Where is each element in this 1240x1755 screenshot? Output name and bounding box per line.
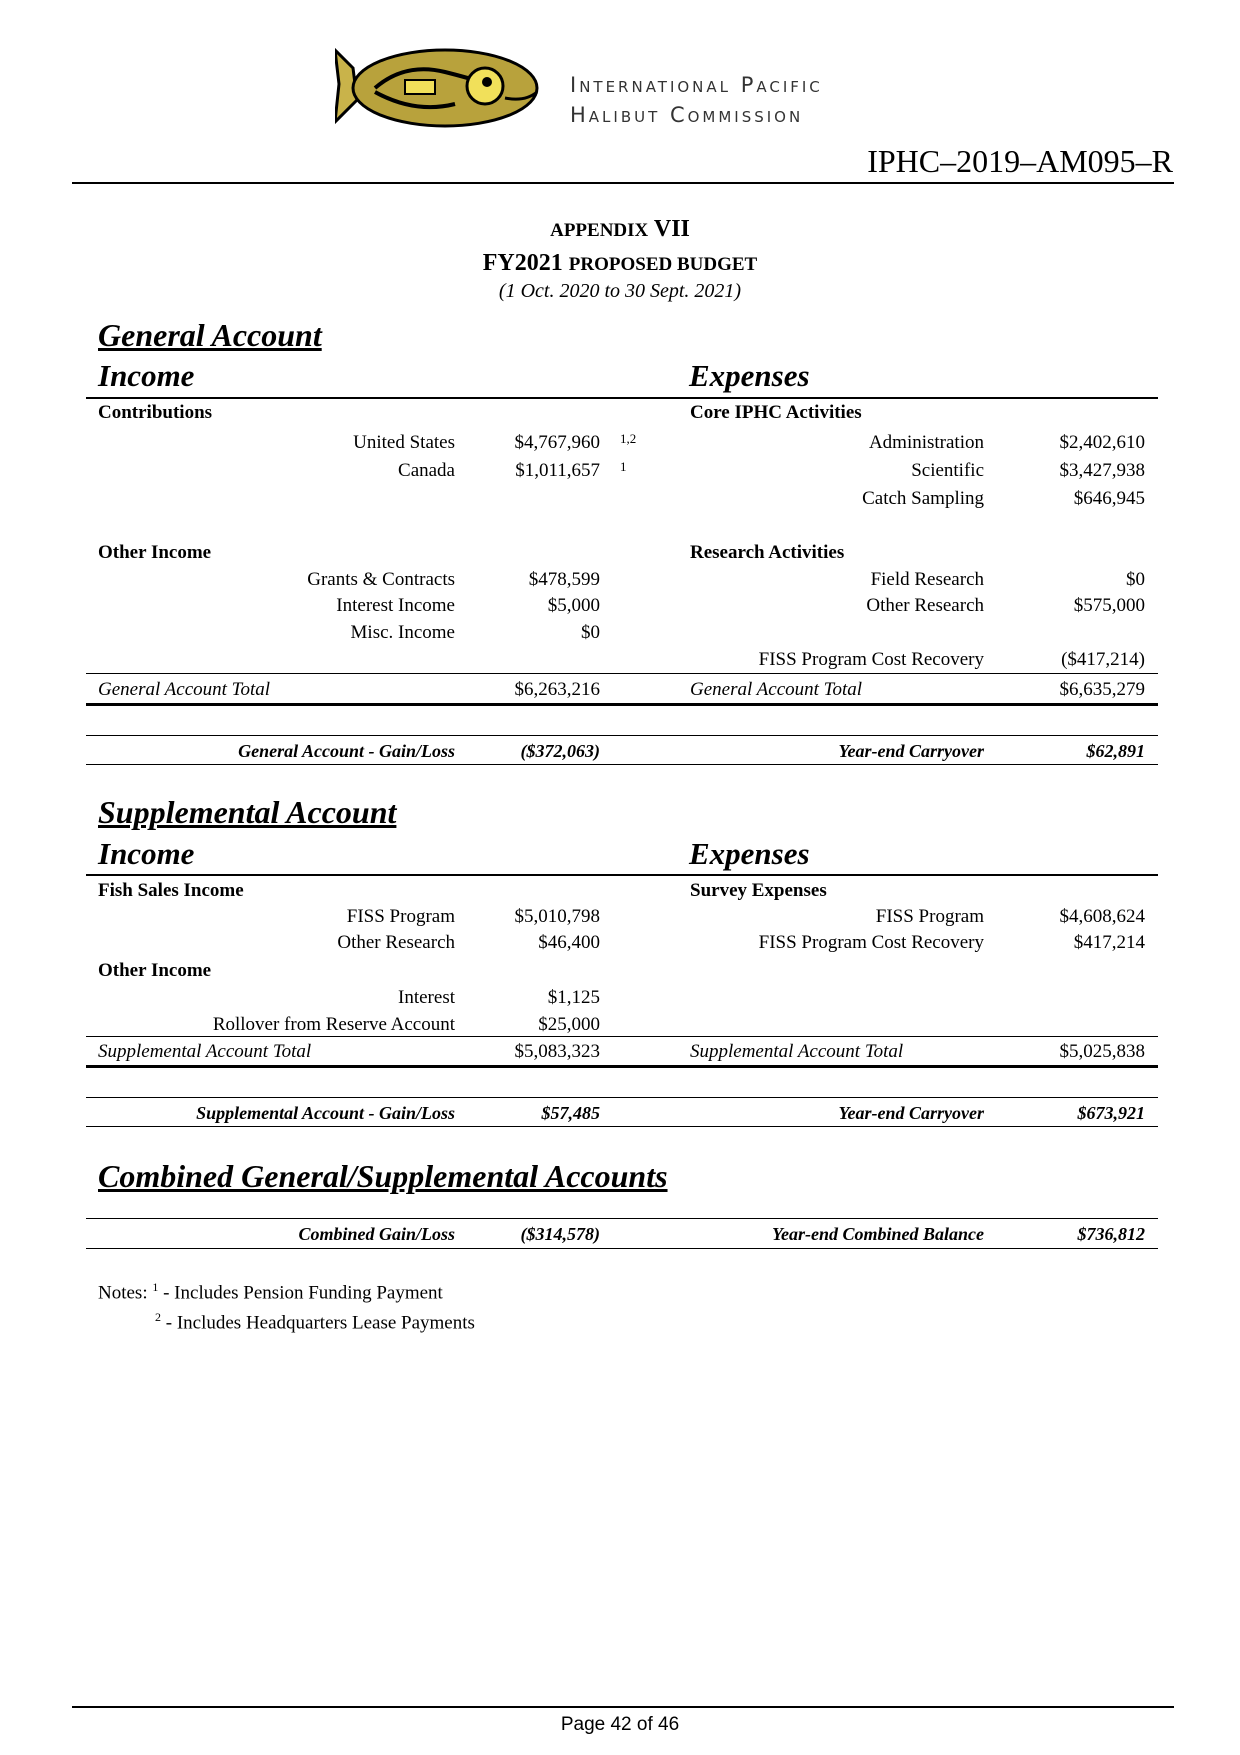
combined-balance-label: Year-end Combined Balance bbox=[772, 1224, 984, 1244]
sup-other-research-value: $46,400 bbox=[538, 932, 600, 953]
admin-label: Administration bbox=[868, 432, 984, 453]
canada-note: 1 bbox=[620, 459, 627, 474]
general-income-total-value: $6,263,216 bbox=[514, 679, 600, 700]
rollover-value: $25,000 bbox=[538, 1014, 600, 1035]
misc-income-value: $0 bbox=[581, 622, 600, 643]
supplemental-heading-rule bbox=[86, 874, 1158, 876]
sup-expense-total-value: $5,025,838 bbox=[1059, 1041, 1145, 1062]
interest-income-value: $5,000 bbox=[547, 595, 600, 616]
sup-interest-label: Interest bbox=[398, 987, 455, 1008]
sup-gainloss-bottom-rule bbox=[86, 1126, 1158, 1127]
sup-interest-value: $1,125 bbox=[547, 987, 600, 1008]
rollover-label: Rollover from Reserve Account bbox=[212, 1014, 455, 1035]
header-rule bbox=[72, 182, 1174, 184]
note-1 bbox=[98, 1280, 443, 1304]
document-id: IPHC–2019–AM095–R bbox=[867, 143, 1173, 179]
general-total-top-rule bbox=[86, 673, 1158, 674]
note-1-mark: 1 bbox=[152, 1280, 159, 1294]
org-name bbox=[570, 70, 823, 130]
supplemental-income-heading: Income bbox=[98, 836, 195, 871]
note-1-text: - Includes Pension Funding Payment bbox=[163, 1282, 443, 1304]
appendix-label: APPENDIX bbox=[550, 220, 649, 241]
general-gainloss-label: General Account - Gain/Loss bbox=[238, 741, 455, 761]
footer-rule bbox=[72, 1706, 1174, 1708]
general-expense-total-label: General Account Total bbox=[690, 679, 863, 700]
fish-sales-label: Fish Sales Income bbox=[98, 880, 244, 901]
general-income-heading: Income bbox=[98, 358, 195, 393]
note-2-mark: 2 bbox=[155, 1310, 161, 1324]
org-line-2: Halibut Commission bbox=[570, 103, 804, 127]
sup-fiss-value: $5,010,798 bbox=[514, 906, 600, 927]
halibut-logo bbox=[335, 42, 555, 134]
general-carryover-value: $62,891 bbox=[1086, 741, 1145, 761]
general-gainloss-value: ($372,063) bbox=[520, 741, 600, 761]
us-note: 1,2 bbox=[620, 431, 637, 446]
catch-sampling-value: $646,945 bbox=[1073, 488, 1145, 509]
general-heading-rule bbox=[86, 397, 1158, 399]
exp-recovery-label: FISS Program Cost Recovery bbox=[758, 932, 984, 953]
core-activities-label: Core IPHC Activities bbox=[690, 402, 862, 423]
budget-period: (1 Oct. 2020 to 30 Sept. 2021) bbox=[498, 280, 742, 302]
other-research-value: $575,000 bbox=[1073, 595, 1145, 616]
misc-income-label: Misc. Income bbox=[350, 622, 455, 643]
fiss-recovery-value: ($417,214) bbox=[1061, 649, 1145, 670]
general-account-heading: General Account bbox=[98, 317, 322, 353]
note-2-text: - Includes Headquarters Lease Payments bbox=[165, 1312, 475, 1334]
sup-fiss-label: FISS Program bbox=[346, 906, 455, 927]
research-activities-label: Research Activities bbox=[690, 542, 845, 563]
combined-gainloss-value: ($314,578) bbox=[520, 1224, 600, 1244]
us-label: United States bbox=[353, 432, 455, 453]
general-total-bottom-rule bbox=[86, 703, 1158, 706]
budget-year: FY2021 bbox=[482, 250, 563, 276]
sup-gainloss-label: Supplemental Account - Gain/Loss bbox=[196, 1103, 455, 1123]
appendix-title bbox=[0, 216, 1240, 243]
supplemental-account-heading: Supplemental Account bbox=[98, 794, 397, 830]
sup-carryover-label: Year-end Carryover bbox=[838, 1103, 984, 1123]
admin-value: $2,402,610 bbox=[1059, 432, 1145, 453]
sup-income-total-label: Supplemental Account Total bbox=[98, 1041, 312, 1062]
sup-carryover-value: $673,921 bbox=[1077, 1103, 1145, 1123]
other-research-label: Other Research bbox=[866, 595, 984, 616]
field-research-value: $0 bbox=[1126, 569, 1145, 590]
combined-balance-value: $736,812 bbox=[1077, 1224, 1145, 1244]
grants-value: $478,599 bbox=[528, 569, 600, 590]
sup-total-top-rule bbox=[86, 1036, 1158, 1037]
canada-value: $1,011,657 bbox=[515, 460, 600, 481]
general-gainloss-top-rule bbox=[86, 735, 1158, 736]
combined-top-rule bbox=[86, 1218, 1158, 1219]
supplemental-expenses-heading: Expenses bbox=[689, 836, 810, 871]
other-income-label: Other Income bbox=[98, 542, 212, 563]
exp-fiss-value: $4,608,624 bbox=[1059, 906, 1145, 927]
exp-recovery-value: $417,214 bbox=[1073, 932, 1145, 953]
scientific-value: $3,427,938 bbox=[1059, 460, 1145, 481]
us-value: $4,767,960 bbox=[514, 432, 600, 453]
contributions-label: Contributions bbox=[98, 402, 213, 423]
sup-gainloss-value: $57,485 bbox=[541, 1103, 600, 1123]
sup-other-research-label: Other Research bbox=[337, 932, 455, 953]
general-carryover-label: Year-end Carryover bbox=[838, 741, 984, 761]
note-2 bbox=[155, 1310, 475, 1334]
interest-income-label: Interest Income bbox=[336, 595, 455, 616]
sup-income-total-value: $5,083,323 bbox=[514, 1041, 600, 1062]
exp-fiss-label: FISS Program bbox=[875, 906, 984, 927]
fiss-recovery-label: FISS Program Cost Recovery bbox=[758, 649, 984, 670]
canada-label: Canada bbox=[398, 460, 455, 481]
scientific-label: Scientific bbox=[911, 460, 984, 481]
org-line-1: International Pacific bbox=[570, 73, 823, 97]
catch-sampling-label: Catch Sampling bbox=[862, 488, 984, 509]
page-number: Page 42 of 46 bbox=[560, 1714, 680, 1735]
sup-other-income-label: Other Income bbox=[98, 960, 212, 981]
sup-gainloss-top-rule bbox=[86, 1097, 1158, 1098]
combined-heading: Combined General/Supplemental Accounts bbox=[98, 1158, 668, 1194]
grants-label: Grants & Contracts bbox=[307, 569, 455, 590]
general-expense-total-value: $6,635,279 bbox=[1059, 679, 1145, 700]
budget-title bbox=[0, 250, 1240, 277]
general-gainloss-bottom-rule bbox=[86, 764, 1158, 765]
appendix-number: VII bbox=[653, 216, 690, 242]
sup-expense-total-label: Supplemental Account Total bbox=[690, 1041, 904, 1062]
survey-expenses-label: Survey Expenses bbox=[690, 880, 827, 901]
general-income-total-label: General Account Total bbox=[98, 679, 271, 700]
field-research-label: Field Research bbox=[870, 569, 984, 590]
sup-total-bottom-rule bbox=[86, 1065, 1158, 1068]
combined-bottom-rule bbox=[86, 1248, 1158, 1249]
budget-label: PROPOSED BUDGET bbox=[568, 254, 758, 275]
general-expenses-heading: Expenses bbox=[689, 358, 810, 393]
combined-gainloss-label: Combined Gain/Loss bbox=[298, 1224, 455, 1244]
notes-prefix: Notes: bbox=[98, 1282, 148, 1304]
